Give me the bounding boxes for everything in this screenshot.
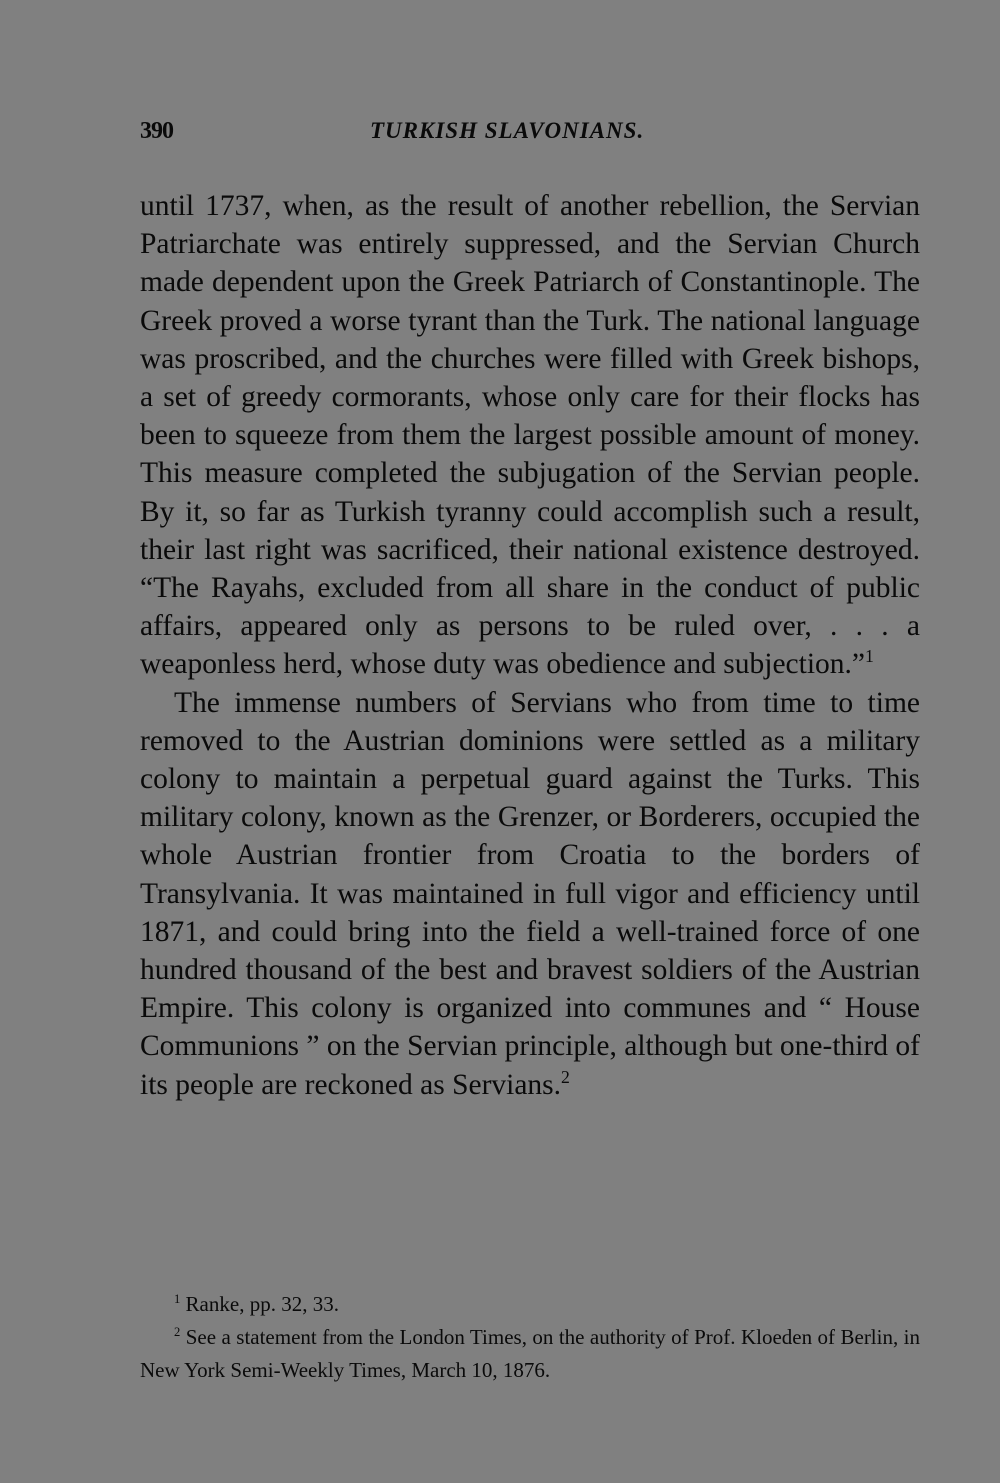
footnote-reference: 1 [865,646,874,667]
footnote-marker: 2 [174,1325,181,1339]
footnote-marker: 1 [174,1292,181,1306]
paragraph [140,187,920,684]
paragraph [140,684,920,1104]
footnote [140,1288,920,1321]
footnote-reference: 2 [561,1066,570,1087]
paragraph-text: until 1737, when, as the result of another rebellion, the Servian Patriarchate was entirely suppressed, and the Servian Church made dependent upon the Greek Patriarch of Constantinople. The Greek proved a worse tyrant than the Turk. The national language was proscribed, and the churches were filled with Greek bishops, a set of greedy cormorants, whose only care for their flocks has been to squeeze from them the largest possible amount of money. This measure completed the subjugation of the Servian people. By it, so far as Turkish tyranny could accomplish such a result, their last right was sacrificed, their national existence destroyed. “The Rayahs, excluded from all share in the conduct of public affairs, appeared only as persons to be ruled over, . . . a weaponless herd, whose duty was obedience and subjection.” [140,190,920,681]
footnote-text: Ranke, pp. 32, 33. [185,1292,339,1316]
footnote-text: See a statement from the London Times, on the authority of Prof. Kloeden of Berlin, in New York Semi-Weekly Times, March 10, 1876. [140,1325,921,1382]
page-number: 390 [140,118,173,144]
footnote [140,1321,920,1387]
running-title: TURKISH SLAVONIANS. [370,118,645,143]
body-text [140,187,920,1104]
paragraph-text: The immense numbers of Servians who from time to time removed to the Austrian dominions were settled as a military colony to maintain a perpetual guard against the Turks. This military colony, known as the Grenzer, or Borderers, occupied the whole Austrian frontier from Croatia to the borders of Transylvania. It was maintained in full vigor and efficiency until 1871, and could bring into the field a well-trained force of one hundred thousand of the best and bravest soldiers of the Austrian Empire. This colony is organized into communes and “ House Communions ” on the Servian principle, although but one-third of its people are reckoned as Servians. [140,686,920,1101]
running-head [140,118,920,158]
footnotes [140,1288,920,1387]
